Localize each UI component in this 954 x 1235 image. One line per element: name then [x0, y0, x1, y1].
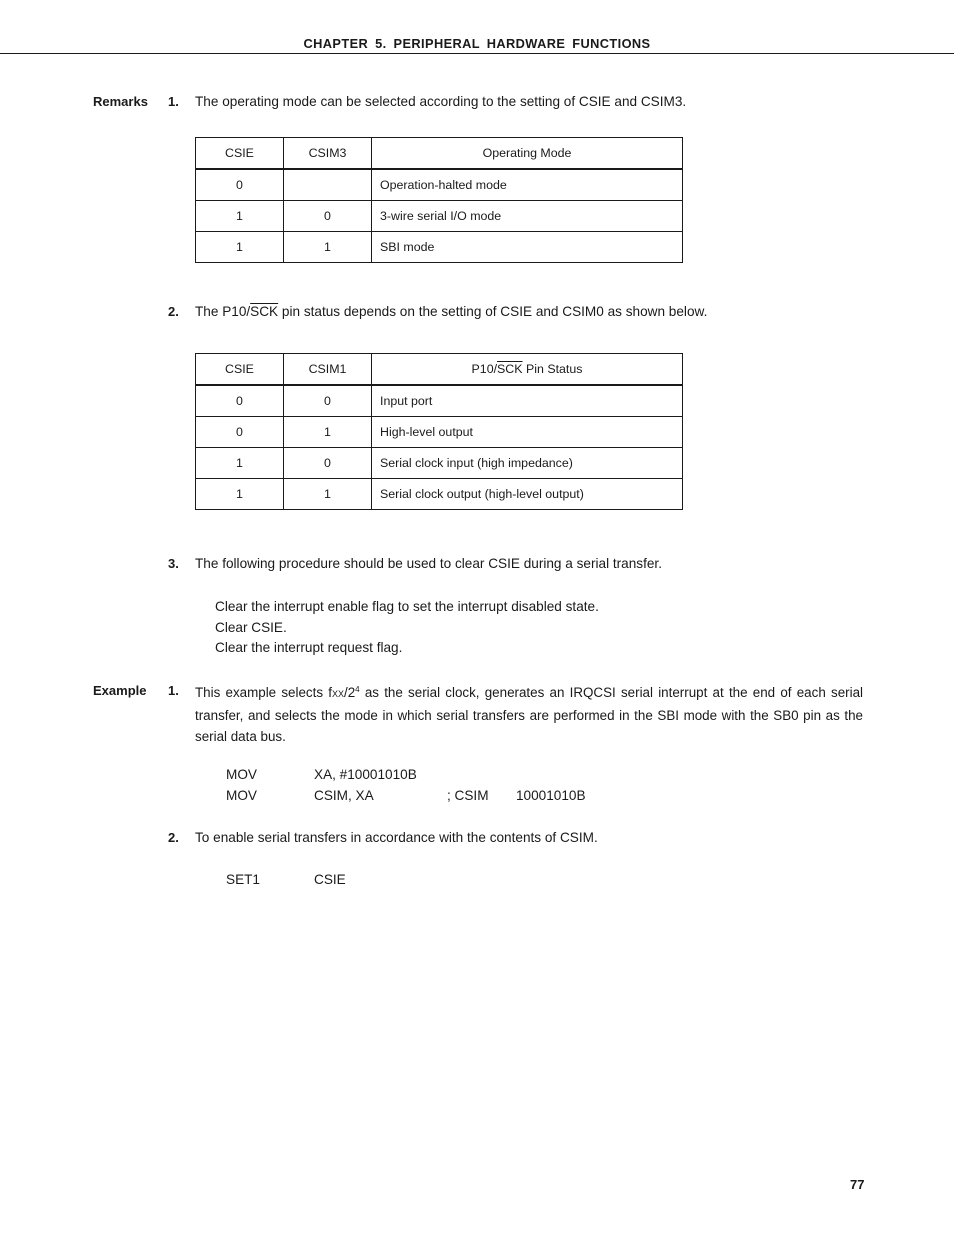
example-text-part: This example selects f	[195, 685, 332, 700]
example-2-text: To enable serial transfers in accordance with the contents of CSIM.	[195, 830, 598, 845]
pin-status-table	[195, 353, 683, 510]
remark-1-text: The operating mode can be selected according to the setting of CSIE and CSIM3.	[195, 94, 687, 109]
code-arg: CSIE	[314, 872, 346, 887]
table-header-row	[196, 138, 683, 170]
operating-mode-table	[195, 137, 683, 263]
example-text-part: as the serial clock, generates an IRQCSI serial interrupt at the end of each serial transfer, and selects the mode in which serial transfers are performed in the SBI mode with the SB0 pin as the serial data bus.	[195, 685, 863, 744]
remark-3-number: 3.	[168, 556, 179, 571]
table-cell: Input port	[372, 385, 683, 417]
table-cell	[284, 169, 372, 201]
remark-1-number: 1.	[168, 94, 179, 109]
table-header-cell: CSIM3	[284, 138, 372, 170]
table-cell: High-level output	[372, 417, 683, 448]
table-header-cell: CSIE	[196, 138, 284, 170]
table-cell: 0	[284, 385, 372, 417]
table-row	[196, 169, 683, 201]
table-cell: SBI mode	[372, 232, 683, 263]
table-row	[196, 232, 683, 263]
table-cell: 1	[196, 232, 284, 263]
table-row	[196, 479, 683, 510]
chapter-header: CHAPTER 5. PERIPHERAL HARDWARE FUNCTIONS	[303, 36, 651, 51]
code-op: MOV	[226, 788, 257, 803]
sck-overline-text: $\overline{SCK}$	[250, 304, 279, 319]
example-text-part: /2	[344, 685, 356, 700]
table-cell: Serial clock input (high impedance)	[372, 448, 683, 479]
table-header-cell: CSIE	[196, 354, 284, 386]
table-cell: 3-wire serial I/O mode	[372, 201, 683, 232]
header-text-part: P10/	[471, 362, 498, 376]
table-cell: 1	[284, 417, 372, 448]
table-row	[196, 385, 683, 417]
example-text-part: XX	[331, 689, 344, 699]
code-arg: XA, #10001010B	[314, 767, 417, 782]
header-rule	[0, 53, 954, 54]
example-label: Example	[93, 683, 147, 698]
code-comment-value: 10001010B	[516, 788, 586, 803]
table-cell: 0	[196, 417, 284, 448]
table-cell: Serial clock output (high-level output)	[372, 479, 683, 510]
code-op: MOV	[226, 767, 257, 782]
table-cell: 0	[196, 385, 284, 417]
procedure-step: Clear the interrupt enable flag to set the interrupt disabled state.	[215, 599, 599, 614]
code-op: SET1	[226, 872, 260, 887]
example-1-number: 1.	[168, 683, 179, 698]
remark-3-text: The following procedure should be used to clear CSIE during a serial transfer.	[195, 556, 662, 571]
table-cell: 0	[196, 169, 284, 201]
procedure-step: Clear the interrupt request flag.	[215, 640, 403, 655]
table-row	[196, 448, 683, 479]
remark-2-text	[195, 304, 707, 319]
remark-2-text-part: The P10/	[195, 304, 251, 319]
code-arg: CSIM, XA	[314, 788, 374, 803]
table-cell: 1	[284, 232, 372, 263]
code-comment: ; CSIM	[447, 788, 489, 803]
header-text-part: Pin Status	[522, 362, 583, 376]
table-cell: Operation-halted mode	[372, 169, 683, 201]
page-number: 77	[850, 1177, 865, 1192]
table-row	[196, 201, 683, 232]
remark-2-text-part: pin status depends on the setting of CSIE and CSIM0 as shown below.	[278, 304, 708, 319]
remark-2-number: 2.	[168, 304, 179, 319]
example-1-text	[195, 679, 863, 747]
table-cell: 1	[284, 479, 372, 510]
table-row	[196, 417, 683, 448]
table-cell: 1	[196, 448, 284, 479]
table-header-cell: CSIM1	[284, 354, 372, 386]
table-cell: 0	[284, 448, 372, 479]
superscript: 4	[355, 685, 360, 694]
procedure-step: Clear CSIE.	[215, 620, 287, 635]
table-cell: 1	[196, 479, 284, 510]
table-header-cell	[372, 354, 683, 386]
table-cell: 0	[284, 201, 372, 232]
example-2-number: 2.	[168, 830, 179, 845]
sck-overline-text: $\overline{SCK}$	[497, 362, 523, 376]
table-cell: 1	[196, 201, 284, 232]
remarks-label: Remarks	[93, 94, 148, 109]
table-header-cell: Operating Mode	[372, 138, 683, 170]
table-header-row	[196, 354, 683, 386]
